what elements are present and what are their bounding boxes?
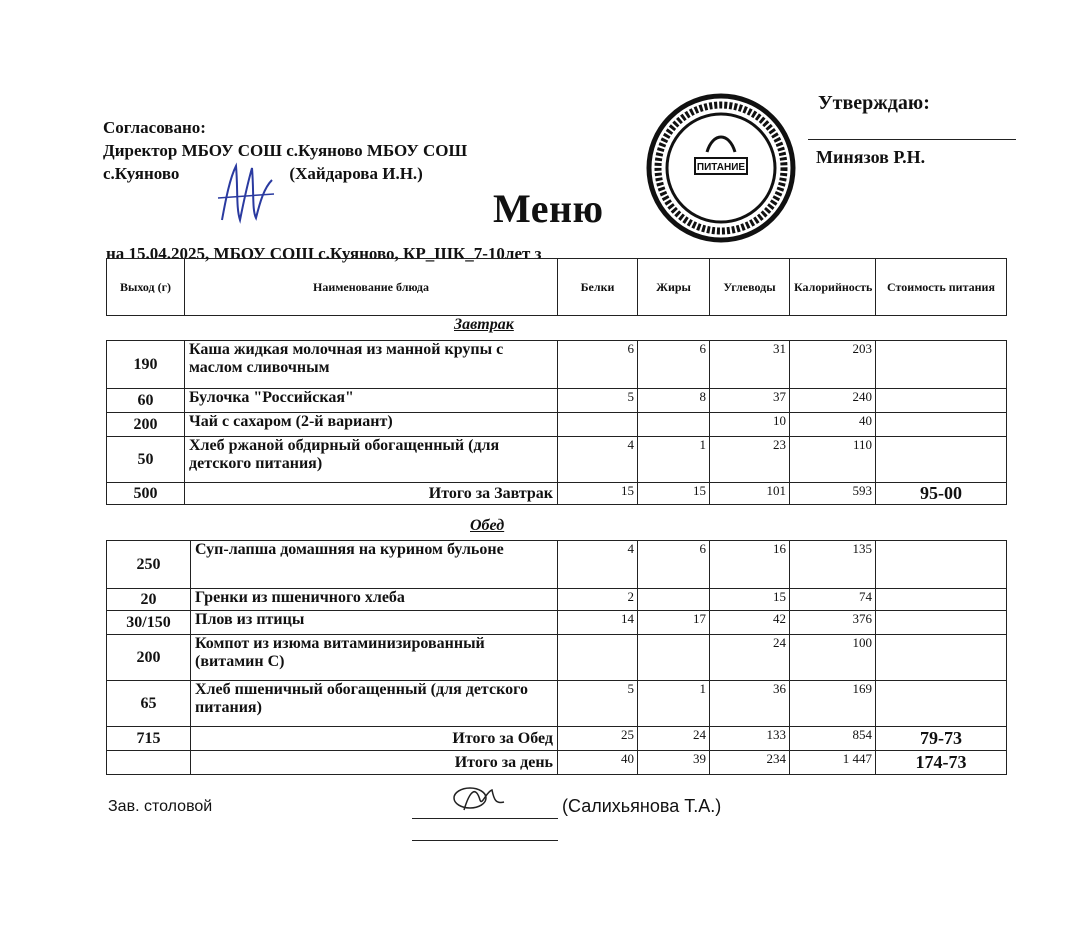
total-calories: 854	[790, 727, 876, 751]
row-cost	[876, 589, 1007, 611]
section-breakfast-label: Завтрак	[454, 316, 514, 333]
row-dish-name: Чай с сахаром (2-й вариант)	[185, 413, 558, 437]
row-protein: 14	[558, 611, 638, 635]
row-fat: 6	[638, 541, 710, 589]
day-total-fat: 39	[638, 751, 710, 775]
row-fat: 1	[638, 437, 710, 483]
row-calories: 169	[790, 681, 876, 727]
row-cost	[876, 611, 1007, 635]
row-output: 200	[107, 413, 185, 437]
footer-signature-line	[412, 818, 558, 819]
footer-name: (Салихьянова Т.А.)	[562, 796, 722, 816]
row-output: 65	[107, 681, 191, 727]
row-dish-name: Булочка "Российская"	[185, 389, 558, 413]
total-row-breakfast	[107, 483, 1007, 505]
row-protein	[558, 413, 638, 437]
agreed-title: Согласовано:	[103, 118, 206, 137]
canteen-head-signature	[446, 782, 506, 816]
row-calories: 376	[790, 611, 876, 635]
agreed-line2	[103, 162, 467, 185]
row-dish-name: Хлеб пшеничный обогащенный (для детского питания)	[191, 681, 558, 727]
total-fat: 24	[638, 727, 710, 751]
row-carbs: 16	[710, 541, 790, 589]
row-fat: 17	[638, 611, 710, 635]
row-cost	[876, 341, 1007, 389]
total-row-lunch	[107, 727, 1007, 751]
director-signature	[214, 158, 284, 228]
row-fat: 1	[638, 681, 710, 727]
row-fat: 8	[638, 389, 710, 413]
row-cost	[876, 389, 1007, 413]
col-output: Выход (г)	[107, 259, 185, 316]
row-cost	[876, 413, 1007, 437]
menu-header-table	[106, 258, 1007, 316]
row-calories: 240	[790, 389, 876, 413]
agreed-director-name: (Хайдарова И.Н.)	[289, 164, 423, 183]
lunch-table	[106, 540, 1007, 775]
col-fat: Жиры	[638, 259, 710, 316]
table-row	[107, 389, 1007, 413]
row-cost	[876, 635, 1007, 681]
row-protein: 6	[558, 341, 638, 389]
day-total-label: Итого за день	[191, 751, 558, 775]
row-fat	[638, 413, 710, 437]
row-carbs: 42	[710, 611, 790, 635]
row-calories: 203	[790, 341, 876, 389]
total-label: Итого за Обед	[191, 727, 558, 751]
total-protein: 25	[558, 727, 638, 751]
day-total-output	[107, 751, 191, 775]
row-cost	[876, 681, 1007, 727]
row-output: 250	[107, 541, 191, 589]
agreed-school: с.Куяново	[103, 164, 180, 183]
day-total-price: 174-73	[876, 751, 1007, 775]
day-total-calories: 1 447	[790, 751, 876, 775]
row-dish-name: Каша жидкая молочная из манной крупы с маслом сливочным	[185, 341, 558, 389]
agreed-line1: Директор МБОУ СОШ с.Куяново МБОУ СОШ	[103, 141, 468, 160]
total-protein: 15	[558, 483, 638, 505]
breakfast-table	[106, 340, 1007, 505]
day-total-carbs: 234	[710, 751, 790, 775]
official-stamp	[643, 92, 799, 244]
total-price: 79-73	[876, 727, 1007, 751]
table-row	[107, 681, 1007, 727]
row-dish-name: Гренки из пшеничного хлеба	[191, 589, 558, 611]
total-output: 500	[107, 483, 185, 505]
row-dish-name: Хлеб ржаной обдирный обогащенный (для детского питания)	[185, 437, 558, 483]
table-row	[107, 437, 1007, 483]
row-calories: 74	[790, 589, 876, 611]
row-output: 20	[107, 589, 191, 611]
section-lunch-label: Обед	[470, 517, 505, 534]
approve-signature-line	[808, 139, 1016, 140]
row-cost	[876, 437, 1007, 483]
row-dish-name: Плов из птицы	[191, 611, 558, 635]
col-calories: Калорийность	[790, 259, 876, 316]
row-protein: 4	[558, 437, 638, 483]
table-row	[107, 413, 1007, 437]
row-carbs: 23	[710, 437, 790, 483]
total-label: Итого за Завтрак	[185, 483, 558, 505]
row-protein: 2	[558, 589, 638, 611]
col-cost: Стоимость питания	[876, 259, 1007, 316]
stamp-text: ПИТАНИЕ	[696, 162, 746, 173]
day-total-protein: 40	[558, 751, 638, 775]
total-price: 95-00	[876, 483, 1007, 505]
row-output: 60	[107, 389, 185, 413]
row-calories: 40	[790, 413, 876, 437]
row-protein	[558, 635, 638, 681]
agreed-block	[103, 116, 467, 185]
menu-title: Меню	[493, 186, 604, 231]
row-fat: 6	[638, 341, 710, 389]
row-output: 30/150	[107, 611, 191, 635]
total-row-day	[107, 751, 1007, 775]
approve-name: Минязов Р.Н.	[816, 147, 926, 167]
table-row	[107, 635, 1007, 681]
row-dish-name: Компот из изюма витаминизированный (витамин С)	[191, 635, 558, 681]
total-carbs: 101	[710, 483, 790, 505]
row-carbs: 31	[710, 341, 790, 389]
row-carbs: 36	[710, 681, 790, 727]
approve-title: Утверждаю:	[818, 92, 930, 114]
row-output: 190	[107, 341, 185, 389]
table-row	[107, 541, 1007, 589]
row-calories: 100	[790, 635, 876, 681]
row-carbs: 24	[710, 635, 790, 681]
row-calories: 135	[790, 541, 876, 589]
footer-extra-line	[412, 840, 558, 841]
table-row	[107, 341, 1007, 389]
total-output: 715	[107, 727, 191, 751]
row-fat	[638, 635, 710, 681]
col-carbs: Углеводы	[710, 259, 790, 316]
row-cost	[876, 541, 1007, 589]
table-row	[107, 611, 1007, 635]
col-name: Наименование блюда	[185, 259, 558, 316]
total-carbs: 133	[710, 727, 790, 751]
menu-subtitle: на 15.04.2025, МБОУ СОШ с.Куяново, КР_ШК_7-10лет з	[106, 244, 542, 263]
row-fat	[638, 589, 710, 611]
row-output: 200	[107, 635, 191, 681]
row-carbs: 37	[710, 389, 790, 413]
row-protein: 4	[558, 541, 638, 589]
total-fat: 15	[638, 483, 710, 505]
col-protein: Белки	[558, 259, 638, 316]
row-protein: 5	[558, 389, 638, 413]
row-dish-name: Суп-лапша домашняя на курином бульоне	[191, 541, 558, 589]
total-calories: 593	[790, 483, 876, 505]
row-output: 50	[107, 437, 185, 483]
table-row	[107, 589, 1007, 611]
row-carbs: 15	[710, 589, 790, 611]
row-calories: 110	[790, 437, 876, 483]
row-carbs: 10	[710, 413, 790, 437]
row-protein: 5	[558, 681, 638, 727]
footer-role: Зав. столовой	[108, 798, 213, 815]
